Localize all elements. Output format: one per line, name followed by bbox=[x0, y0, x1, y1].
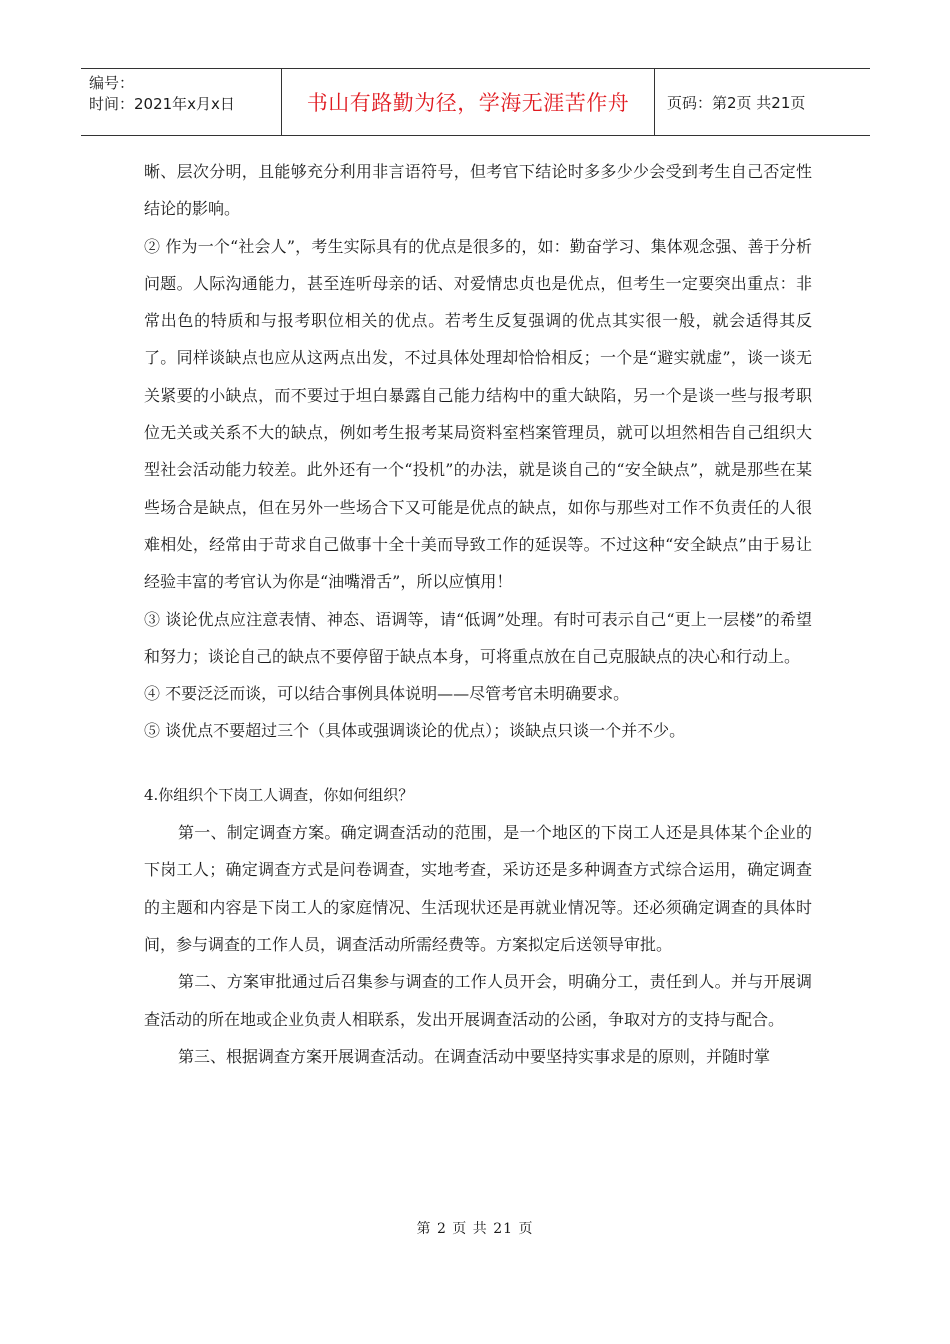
question-heading: 4.你组织个下岗工人调查，你如何组织？ bbox=[144, 785, 414, 804]
document-body bbox=[144, 153, 812, 1075]
header-motto: 书山有路勤为径，学海无涯苦作舟 bbox=[306, 91, 630, 115]
answer-step-1: 第一、制定调查方案。确定调查活动的范围，是一个地区的下岗工人还是具体某个企业的下岗工人；确定调查方式是问卷调查，实地考查，采访还是多种调查方式综合运用，确定调查的主题和内容是下岗工人的家庭情况、生活现状还是再就业情况等。还必须确定调查的具体时间，参与调查的工作人员，调查活动所需经费等。方案拟定后送领导审批。 bbox=[144, 823, 812, 954]
page-header bbox=[81, 68, 870, 136]
page-footer: 第 2 页 共 21 页 bbox=[416, 1221, 534, 1237]
paragraph-continuation: 晰、层次分明，且能够充分利用非言语符号，但考官下结论时多多少少会受到考生自己否定性结论的影响。 bbox=[144, 162, 812, 219]
paragraph-point-2: ② 作为一个“社会人”，考生实际具有的优点是很多的，如：勤奋学习、集体观念强、善于分析问题。人际沟通能力，甚至连听母亲的话、对爱情忠贞也是优点，但考生一定要突出重点：非常出色的特质和与报考职位相关的优点。若考生反复强调的优点其实很一般，就会适得其反了。同样谈缺点也应从这两点出发，不过具体处理却恰恰相反；一个是“避实就虚”，谈一谈无关紧要的小缺点，而不要过于坦白暴露自己能力结构中的重大缺陷，另一个是谈一些与报考职位无关或关系不大的缺点，例如考生报考某局资料室档案管理员，就可以坦然相告自己组织大型社会活动能力较差。此外还有一个“投机”的办法，就是谈自己的“安全缺点”，就是那些在某些场合是缺点，但在另外一些场合下又可能是优点的缺点，如你与那些对工作不负责任的人很难相处，经常由于苛求自己做事十全十美而导致工作的延误等。不过这种“安全缺点”由于易让经验丰富的考官认为你是“油嘴滑舌”，所以应慎用！ bbox=[144, 236, 812, 592]
section-spacer bbox=[144, 750, 812, 777]
paragraph-point-5: ⑤ 谈优点不要超过三个（具体或强调谈论的优点）；谈缺点只谈一个并不少。 bbox=[144, 721, 686, 741]
answer-step-3: 第三、根据调查方案开展调查活动。在调查活动中要坚持实事求是的原则，并随时掌 bbox=[178, 1046, 771, 1066]
paragraph-point-3: ③ 谈论优点应注意表情、神态、语调等，请“低调”处理。有时可表示自己“更上一层楼”的希望和努力；谈论自己的缺点不要停留于缺点本身，可将重点放在自己克服缺点的决心和行动上。 bbox=[144, 609, 812, 666]
answer-step-2: 第二、方案审批通过后召集参与调查的工作人员开会，明确分工，责任到人。并与开展调查活动的所在地或企业负责人相联系，发出开展调查活动的公函，争取对方的支持与配合。 bbox=[144, 972, 812, 1029]
document-time-label: 时间：2021年x月x日 bbox=[89, 95, 235, 113]
header-page-cell bbox=[655, 69, 870, 135]
header-motto-cell bbox=[282, 69, 655, 135]
paragraph-point-4: ④ 不要泛泛而谈，可以结合事例具体说明——尽管考官未明确要求。 bbox=[144, 684, 630, 704]
document-number-label: 编号： bbox=[89, 74, 135, 92]
header-meta bbox=[81, 69, 282, 135]
header-page-label: 页码：第2页 共21页 bbox=[667, 93, 806, 112]
